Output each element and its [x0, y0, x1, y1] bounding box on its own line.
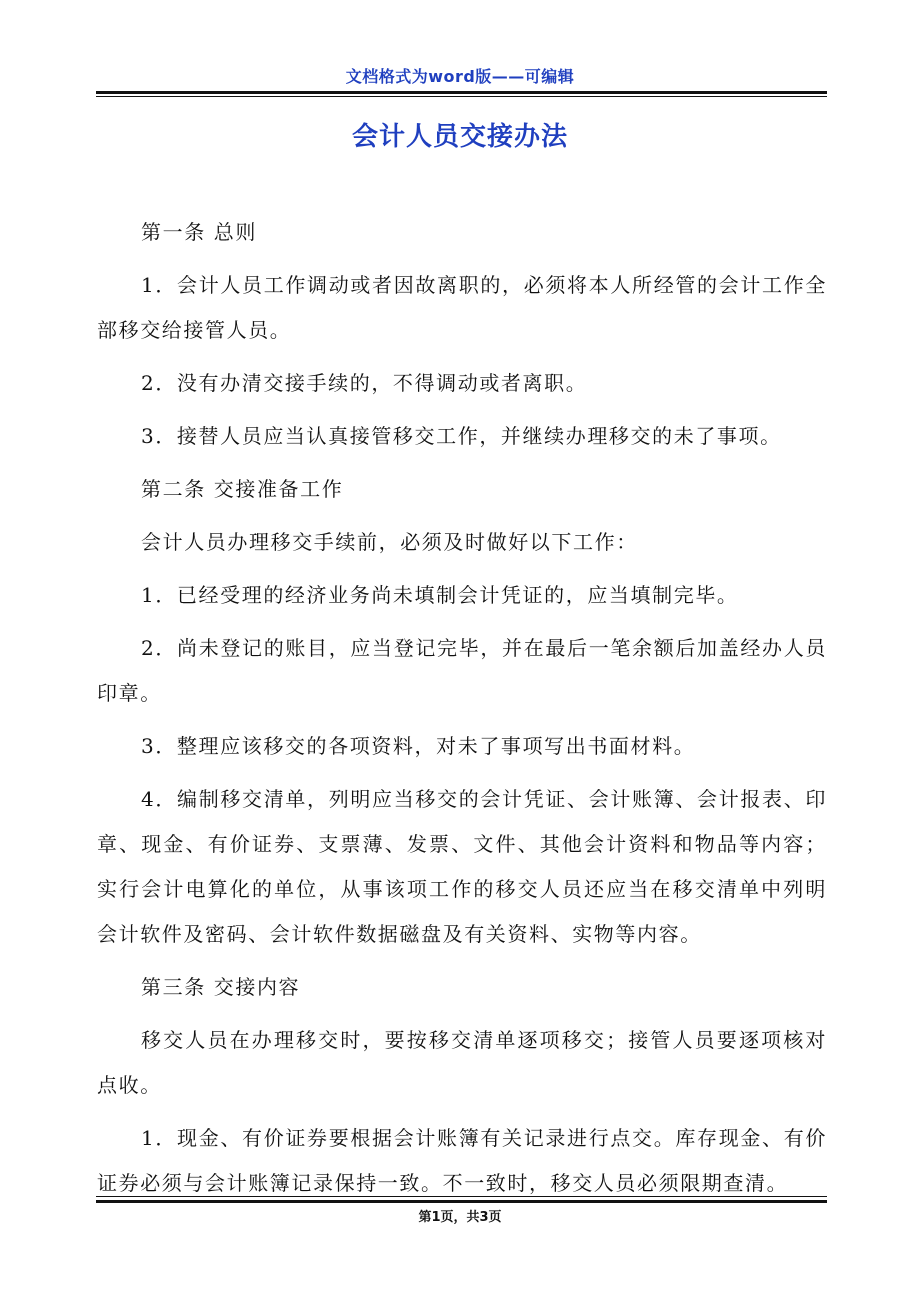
section-heading-2: 第二条 交接准备工作 [141, 477, 344, 501]
paragraph: 4．编制移交清单，列明应当移交的会计凭证、会计账簿、会计报表、印章、现金、有价证券、支票薄、发票、文件、其他会计资料和物品等内容；实行会计电算化的单位，从事该项工作的移交人员还应当在移交清单中列明会计软件及密码、会计软件数据磁盘及有关资料、实物等内容。 [97, 787, 827, 946]
header-rule-thin [96, 96, 827, 97]
paragraph: 1．已经受理的经济业务尚未填制会计凭证的，应当填制完毕。 [141, 583, 739, 607]
section-heading-1: 第一条 总则 [141, 220, 257, 244]
paragraph: 2．尚未登记的账目，应当登记完毕，并在最后一笔余额后加盖经办人员印章。 [97, 636, 827, 705]
section-heading-3: 第三条 交接内容 [141, 975, 301, 999]
page-number: 第1页，共3页 [418, 1210, 502, 1225]
document-body [97, 210, 827, 1214]
paragraph: 3．接替人员应当认真接管移交工作，并继续办理移交的未了事项。 [141, 424, 782, 448]
paragraph: 3．整理应该移交的各项资料，对未了事项写出书面材料。 [141, 734, 696, 758]
document-title: 会计人员交接办法 [351, 122, 568, 152]
paragraph: 1．会计人员工作调动或者因故离职的，必须将本人所经管的会计工作全部移交给接管人员。 [97, 273, 827, 342]
footer-rule-thick [96, 1200, 827, 1203]
paragraph: 2．没有办清交接手续的，不得调动或者离职。 [141, 371, 588, 395]
document-header-text: 文档格式为word版——可编辑 [345, 67, 575, 86]
paragraph: 移交人员在办理移交时，要按移交清单逐项移交；接管人员要逐项核对点收。 [97, 1028, 827, 1097]
header-rule-thick [96, 91, 827, 94]
paragraph: 1．现金、有价证券要根据会计账簿有关记录进行点交。库存现金、有价证券必须与会计账簿记录保持一致。不一致时，移交人员必须限期查清。 [97, 1126, 827, 1195]
paragraph: 会计人员办理移交手续前，必须及时做好以下工作： [141, 530, 638, 554]
footer-rule-thin [96, 1196, 827, 1197]
